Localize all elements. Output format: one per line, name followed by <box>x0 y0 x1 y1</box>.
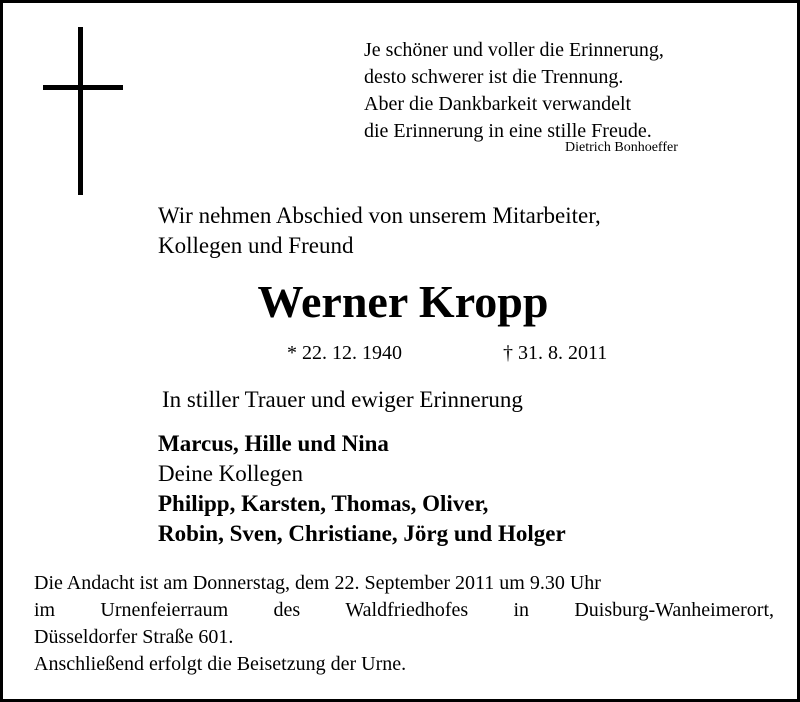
notice-line: Düsseldorfer Straße 601. <box>34 626 234 648</box>
mourners-list <box>158 429 566 549</box>
deceased-name: Werner Kropp <box>257 276 549 327</box>
notice-word: des <box>273 599 301 621</box>
mourning-text: In stiller Trauer und ewiger Erinnerung <box>162 387 523 412</box>
notice-word: Waldfriedhofes <box>345 599 469 621</box>
farewell-line: Wir nehmen Abschied von unserem Mitarbeiter, <box>158 203 601 228</box>
quote-block <box>364 37 664 145</box>
notice-word: im <box>34 599 56 621</box>
quote-line: Je schöner und voller die Erinnerung, <box>364 39 664 61</box>
quote-author: Dietrich Bonhoeffer <box>565 140 678 155</box>
farewell-line: Kollegen und Freund <box>158 233 354 258</box>
ceremony-notice <box>34 570 774 678</box>
cross-icon-bar <box>43 85 123 90</box>
notice-line: Die Andacht ist am Donnerstag, dem 22. September 2011 um 9.30 Uhr <box>34 572 601 594</box>
birth-date: * 22. 12. 1940 <box>287 342 402 364</box>
colleagues-label: Deine Kollegen <box>158 461 303 486</box>
notice-line <box>34 597 774 624</box>
family-names: Marcus, Hille und Nina <box>158 431 389 456</box>
quote-line: die Erinnerung in eine stille Freude. <box>364 120 652 142</box>
colleague-names: Philipp, Karsten, Thomas, Oliver, <box>158 491 489 516</box>
colleague-names: Robin, Sven, Christiane, Jörg und Holger <box>158 521 566 546</box>
notice-word: Duisburg-Wanheimerort, <box>574 599 774 621</box>
notice-word: Urnenfeierraum <box>100 599 229 621</box>
death-date: † 31. 8. 2011 <box>503 342 608 364</box>
quote-line: desto schwerer ist die Trennung. <box>364 66 624 88</box>
quote-line: Aber die Dankbarkeit verwandelt <box>364 93 632 115</box>
farewell-text <box>158 201 601 261</box>
cross-icon <box>78 27 83 195</box>
notice-line: Anschließend erfolgt die Beisetzung der Urne. <box>34 653 407 675</box>
notice-word: in <box>513 599 530 621</box>
